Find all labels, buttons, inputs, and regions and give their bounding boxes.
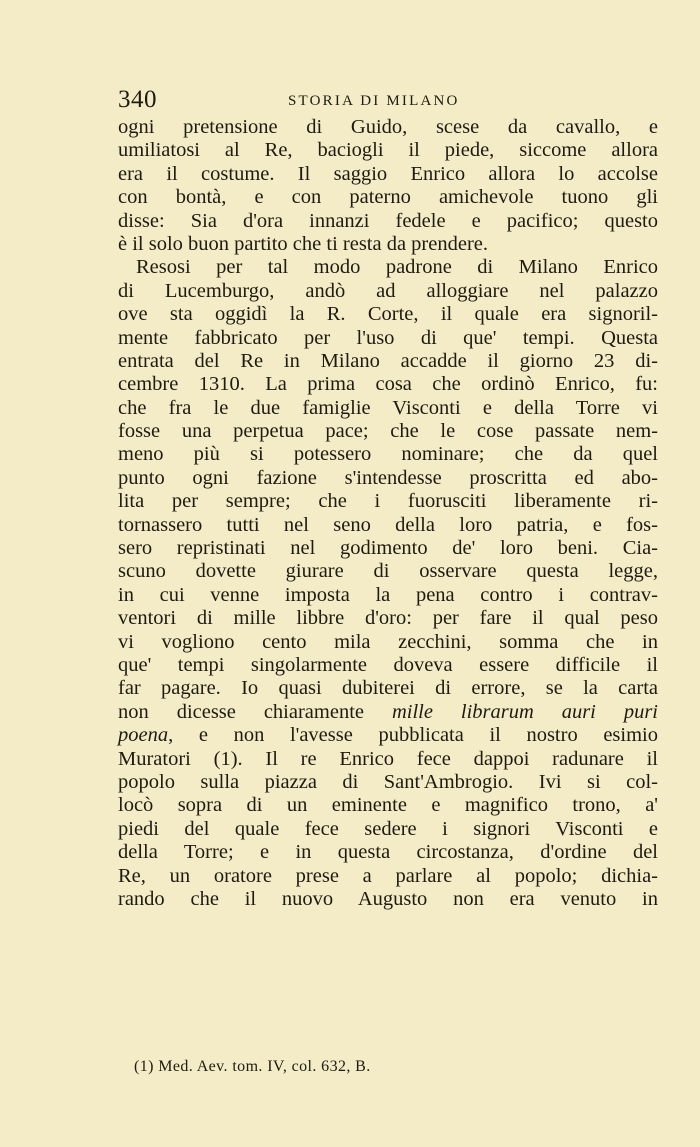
text-line: far pagare. Io quasi dubiterei di errore, se la carta bbox=[118, 677, 658, 700]
text-line: Muratori (1). Il re Enrico fece dappoi radunare il bbox=[118, 747, 658, 770]
text-line: ove sta oggidì la R. Corte, il quale era signoril- bbox=[118, 303, 658, 326]
text-line: meno più si potessero nominare; che da quel bbox=[118, 443, 658, 466]
text-line: con bontà, e con paterno amichevole tuono gli bbox=[118, 186, 658, 209]
text-line: umiliatosi al Re, baciogli il piede, siccome allora bbox=[118, 139, 658, 162]
text-line: fosse una perpetua pace; che le cose passate nem- bbox=[118, 420, 658, 443]
text-line: di Lucemburgo, andò ad alloggiare nel palazzo bbox=[118, 279, 658, 302]
text-line: entrata del Re in Milano accadde il giorno 23 di- bbox=[118, 349, 658, 372]
text-line: sero repristinati nel godimento de' loro beni. Cia- bbox=[118, 537, 658, 560]
text-line: lita per sempre; che i fuorusciti liberamente ri- bbox=[118, 490, 658, 513]
text-line: che fra le due famiglie Visconti e della Torre vi bbox=[118, 396, 658, 419]
text-line: vi vogliono cento mila zecchini, somma che in bbox=[118, 630, 658, 653]
text-line: ventori di mille libbre d'oro: per fare il qual peso bbox=[118, 607, 658, 630]
text-line: Re, un oratore prese a parlare al popolo; dichia- bbox=[118, 864, 658, 887]
line-text-roman: non dicesse chiaramente bbox=[118, 700, 392, 723]
text-line-with-italic bbox=[118, 724, 658, 747]
text-line: locò sopra di un eminente e magnifico trono, a' bbox=[118, 794, 658, 817]
running-head bbox=[118, 86, 658, 114]
latin-quote-italic: mille librarum auri puri bbox=[391, 700, 658, 723]
text-line: popolo sulla piazza di Sant'Ambrogio. Ivi si col- bbox=[118, 770, 658, 793]
line-text-roman: , e non l'avesse pubblicata il nostro esimio bbox=[168, 724, 658, 747]
text-line-with-italic bbox=[118, 701, 658, 724]
text-line: mente fabbricato per l'uso di que' tempi. Questa bbox=[118, 326, 658, 349]
body-text bbox=[118, 116, 658, 911]
text-line: piedi del quale fece sedere i signori Visconti e bbox=[118, 817, 658, 840]
text-line: in cui venne imposta la pena contro i contrav- bbox=[118, 583, 658, 606]
latin-quote-italic-end: poena bbox=[118, 724, 169, 747]
text-line: cembre 1310. La prima cosa che ordinò Enrico, fu: bbox=[118, 373, 658, 396]
text-line: era il costume. Il saggio Enrico allora lo accolse bbox=[118, 162, 658, 185]
paragraph-start-line: Resosi per tal modo padrone di Milano Enrico bbox=[136, 256, 658, 279]
running-title: STORIA DI MILANO bbox=[288, 93, 460, 109]
text-line: della Torre; e in questa circostanza, d'ordine del bbox=[118, 841, 658, 864]
text-line: ogni pretensione di Guido, scese da cavallo, e bbox=[118, 116, 658, 138]
text-line: que' tempi singolarmente doveva essere difficile il bbox=[118, 653, 658, 676]
text-line: disse: Sia d'ora innanzi fedele e pacifico; questo bbox=[118, 209, 658, 232]
text-line: tornassero tutti nel seno della loro patria, e fos- bbox=[118, 513, 658, 536]
page-number: 340 bbox=[118, 86, 157, 113]
text-line: è il solo buon partito che ti resta da prendere. bbox=[118, 232, 489, 255]
text-line: rando che il nuovo Augusto non era venuto in bbox=[118, 887, 658, 910]
text-line: punto ogni fazione s'intendesse proscritta ed abo- bbox=[118, 466, 658, 489]
text-line: scuno dovette giurare di osservare questa legge, bbox=[118, 560, 658, 583]
footnote: (1) Med. Aev. tom. IV, col. 632, B. bbox=[134, 1058, 371, 1075]
